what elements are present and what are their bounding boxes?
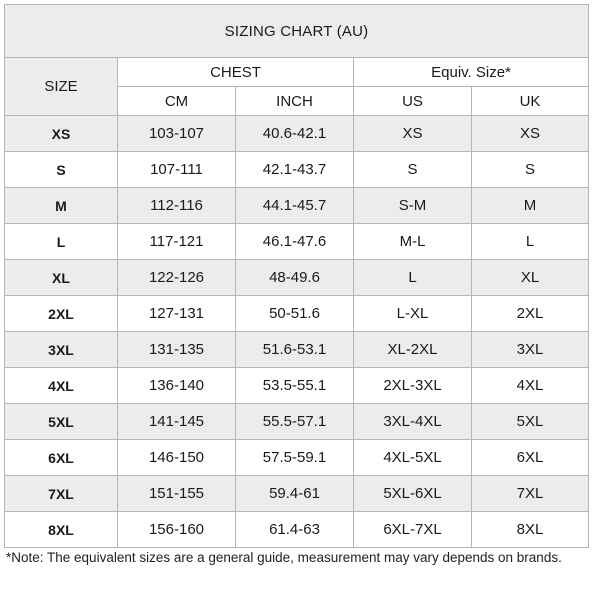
cm-cell: 131-135 xyxy=(118,332,236,368)
size-cell: L xyxy=(5,224,118,260)
cm-cell: 141-145 xyxy=(118,404,236,440)
us-cell: XL-2XL xyxy=(354,332,472,368)
table-row xyxy=(5,332,589,368)
inch-cell: 59.4-61 xyxy=(236,476,354,512)
inch-cell: 42.1-43.7 xyxy=(236,152,354,188)
uk-cell: XL xyxy=(472,260,589,296)
inch-cell: 40.6-42.1 xyxy=(236,116,354,152)
size-cell: 3XL xyxy=(5,332,118,368)
us-cell: M-L xyxy=(354,224,472,260)
us-cell: 4XL-5XL xyxy=(354,440,472,476)
cm-cell: 156-160 xyxy=(118,512,236,548)
us-cell: L-XL xyxy=(354,296,472,332)
uk-cell: 3XL xyxy=(472,332,589,368)
cm-cell: 151-155 xyxy=(118,476,236,512)
inch-cell: 48-49.6 xyxy=(236,260,354,296)
sizing-table xyxy=(4,4,589,548)
us-cell: S xyxy=(354,152,472,188)
table-row xyxy=(5,476,589,512)
footnote: *Note: The equivalent sizes are a general guide, measurement may vary depends on brands. xyxy=(6,550,562,565)
cm-cell: 112-116 xyxy=(118,188,236,224)
size-header: SIZE xyxy=(5,58,118,116)
uk-cell: 6XL xyxy=(472,440,589,476)
inch-cell: 57.5-59.1 xyxy=(236,440,354,476)
size-cell: XL xyxy=(5,260,118,296)
size-cell: XS xyxy=(5,116,118,152)
table-row xyxy=(5,260,589,296)
table-row xyxy=(5,404,589,440)
inch-cell: 44.1-45.7 xyxy=(236,188,354,224)
uk-cell: XS xyxy=(472,116,589,152)
size-cell: M xyxy=(5,188,118,224)
uk-cell: 4XL xyxy=(472,368,589,404)
size-rows xyxy=(5,116,589,548)
inch-cell: 50-51.6 xyxy=(236,296,354,332)
chest-header: CHEST xyxy=(118,58,354,87)
us-cell: 5XL-6XL xyxy=(354,476,472,512)
table-row xyxy=(5,512,589,548)
size-cell: 8XL xyxy=(5,512,118,548)
sizing-chart xyxy=(4,4,588,548)
size-cell: 6XL xyxy=(5,440,118,476)
table-row xyxy=(5,440,589,476)
size-cell: S xyxy=(5,152,118,188)
uk-cell: S xyxy=(472,152,589,188)
uk-cell: 7XL xyxy=(472,476,589,512)
inch-header: INCH xyxy=(236,87,354,116)
inch-cell: 61.4-63 xyxy=(236,512,354,548)
table-row xyxy=(5,188,589,224)
cm-cell: 127-131 xyxy=(118,296,236,332)
us-cell: XS xyxy=(354,116,472,152)
uk-cell: M xyxy=(472,188,589,224)
table-row xyxy=(5,296,589,332)
inch-cell: 55.5-57.1 xyxy=(236,404,354,440)
inch-cell: 46.1-47.6 xyxy=(236,224,354,260)
equiv-size-header: Equiv. Size* xyxy=(354,58,589,87)
cm-cell: 146-150 xyxy=(118,440,236,476)
us-cell: L xyxy=(354,260,472,296)
size-cell: 5XL xyxy=(5,404,118,440)
uk-cell: L xyxy=(472,224,589,260)
uk-cell: 2XL xyxy=(472,296,589,332)
cm-cell: 103-107 xyxy=(118,116,236,152)
table-row xyxy=(5,368,589,404)
table-row xyxy=(5,224,589,260)
us-cell: 2XL-3XL xyxy=(354,368,472,404)
table-row xyxy=(5,116,589,152)
cm-cell: 107-111 xyxy=(118,152,236,188)
size-cell: 7XL xyxy=(5,476,118,512)
size-cell: 2XL xyxy=(5,296,118,332)
uk-cell: 5XL xyxy=(472,404,589,440)
us-cell: 6XL-7XL xyxy=(354,512,472,548)
cm-header: CM xyxy=(118,87,236,116)
cm-cell: 122-126 xyxy=(118,260,236,296)
uk-header: UK xyxy=(472,87,589,116)
us-cell: 3XL-4XL xyxy=(354,404,472,440)
inch-cell: 51.6-53.1 xyxy=(236,332,354,368)
us-cell: S-M xyxy=(354,188,472,224)
cm-cell: 136-140 xyxy=(118,368,236,404)
uk-cell: 8XL xyxy=(472,512,589,548)
chart-title: SIZING CHART (AU) xyxy=(5,5,589,58)
size-cell: 4XL xyxy=(5,368,118,404)
table-row xyxy=(5,152,589,188)
us-header: US xyxy=(354,87,472,116)
inch-cell: 53.5-55.1 xyxy=(236,368,354,404)
cm-cell: 117-121 xyxy=(118,224,236,260)
